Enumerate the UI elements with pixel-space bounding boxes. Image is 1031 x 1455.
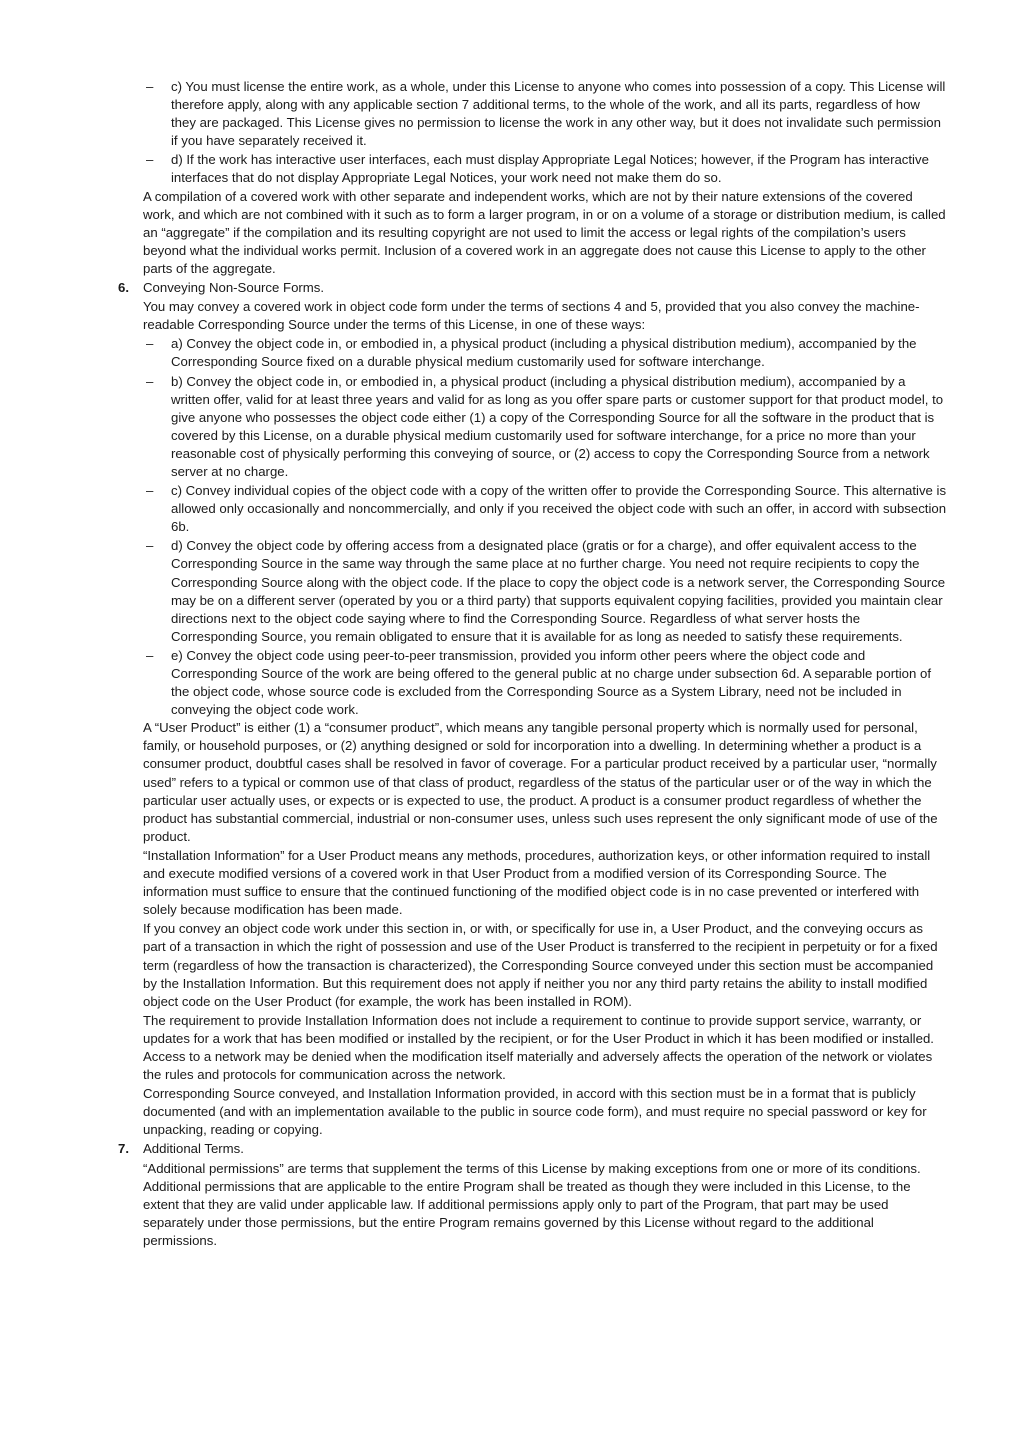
paragraph-conveying-user-product: If you convey an object code work under this section in, or with, or specifically for use in, a User Product, and the conveying occurs as part of a transaction in which the right of possession and use of the User Product is transferred to the recipient in perpetuity or for a fixed term (regardless of how the transaction is characterized), the Corresponding Source conveyed under this section must be accompanied by the Installation Information. But this requirement does not apply if neither you nor any third party retains the ability to install modified object code on the User Product (for example, the work has been installed in ROM). (143, 921, 938, 1009)
list-item-c-individual-copies (0, 482, 1031, 536)
section-number: 6. (118, 280, 129, 296)
list-item-b-written-offer (0, 373, 1031, 482)
list-item-text: e) Convey the object code using peer-to-peer transmission, provided you inform other peers where the object code and Corresponding Source of the work are being offered to the general public at no charge under subsection 6d. A separable portion of the object code, whose source code is excluded from the Corresponding Source as a System Library, need not be included in conveying the object code work. (171, 647, 932, 718)
list-item-text: b) Convey the object code in, or embodied in, a physical product (including a physical distribution medium), accompanied by a written offer, valid for at least three years and valid for as long as you offer spare parts or customer support for that product model, to give anyone who possesses the object code either (1) a copy of the Corresponding Source for all the software in the product that is covered by this License, on a durable physical medium customarily used for software interchange, for a price no more than your reasonable cost of physically performing this conveying of source, or (2) access to copy the Corresponding Source from a network server at no charge. (171, 373, 944, 479)
paragraph-additional-permissions: “Additional permissions” are terms that supplement the terms of this License by making exceptions from one or more of its conditions. Additional permissions that are applicable to the entire Program shall be treated as though they were included in this License, to the extent that they are valid under applicable law. If additional permissions apply only to part of the Program, that part may be used separately under those permissions, but the entire Program remains governed by this License without regard to the additional permissions. (143, 1160, 921, 1248)
paragraph-convey-object-code: You may convey a covered work in object code form under the terms of sections 4 and 5, provided that you also convey the machine-readable Corresponding Source under the terms of this License, in one of these ways: (143, 299, 920, 333)
paragraph-installation-information: “Installation Information” for a User Product means any methods, procedures, authorization keys, or other information required to install and execute modified versions of a covered work in that User Product from a modified version of its Corresponding Source. The information must suffice to ensure that the continued functioning of the modified object code is in no case prevented or interfered with solely because modification has been made. (143, 847, 931, 918)
section-title: Conveying Non-Source Forms. (143, 280, 325, 296)
dash-bullet: – (146, 538, 154, 554)
list-item-d-interactive-interfaces (0, 151, 1031, 187)
list-item-text: d) If the work has interactive user interfaces, each must display Appropriate Legal Notices; however, if the Program has interactive interfaces that do not display Appropriate Legal Notices, your work need not make them do so. (171, 152, 929, 186)
paragraph-user-product: A “User Product” is either (1) a “consumer product”, which means any tangible personal property which is normally used for personal, family, or household purposes, or (2) anything designed or sold for incorporation into a dwelling. In determining whether a product is a consumer product, doubtful cases shall be resolved in favor of coverage. For a particular product received by a particular user, “normally used” refers to a typical or common use of that class of product, regardless of the status of the particular user or of the way in which the particular user actually uses, or expects or is expected to use, the product. A product is a consumer product regardless of whether the product has substantial commercial, industrial or non-consumer uses, unless such uses represent the only significant mode of use of the product. (143, 720, 938, 844)
list-item-c-license-whole-work (0, 78, 1031, 150)
section-title: Additional Terms. (143, 1141, 244, 1157)
license-page (0, 78, 1031, 1250)
section-number: 7. (118, 1141, 129, 1157)
paragraph-publicly-documented: Corresponding Source conveyed, and Installation Information provided, in accord with this section must be in a format that is publicly documented (and with an implementation available to the public in source code form), and must require no special password or key for unpacking, reading or copying. (143, 1086, 927, 1138)
list-item-text: c) You must license the entire work, as a whole, under this License to anyone who comes into possession of a copy. This License will therefore apply, along with any applicable section 7 additional terms, to the whole of the work, and all its parts, regardless of how they are packaged. This License gives no permission to license the work in any other way, but it does not invalidate such permission if you have separately received it. (171, 79, 946, 149)
dash-bullet: – (146, 647, 154, 663)
section-heading-6 (0, 279, 1031, 297)
list-item-d-designated-place (0, 537, 1031, 646)
dash-bullet: – (146, 152, 154, 168)
list-item-text: c) Convey individual copies of the object code with a copy of the written offer to provide the Corresponding Source. This alternative is allowed only occasionally and noncommercially, and only if you received the object code with such an offer, in accord with subsection 6b. (171, 483, 947, 535)
dash-bullet: – (146, 79, 154, 94)
section-heading-7 (0, 1140, 1031, 1158)
paragraph-aggregate: A compilation of a covered work with other separate and independent works, which are not by their nature extensions of the covered work, and which are not combined with it such as to form a larger program, in or on a volume of a storage or distribution medium, is called an “aggregate” if the compilation and its resulting copyright are not used to limit the access or legal rights of the compilation’s users beyond what the individual works permit. Inclusion of a covered work in an aggregate does not cause this License to apply to the other parts of the aggregate. (143, 188, 946, 276)
paragraph-support-service: The requirement to provide Installation Information does not include a requirement to continue to provide support service, warranty, or updates for a work that has been modified or installed by the recipient, or for the User Product in which it has been modified or installed. Access to a network may be denied when the modification itself materially and adversely affects the operation of the network or violates the rules and protocols for communication across the network. (143, 1012, 934, 1083)
dash-bullet: – (146, 336, 154, 352)
list-item-e-peer-to-peer (0, 647, 1031, 719)
dash-bullet: – (146, 483, 154, 499)
list-item-a-physical-product (0, 335, 1031, 371)
list-item-text: a) Convey the object code in, or embodied in, a physical product (including a physical distribution medium), accompanied by the Corresponding Source fixed on a durable physical medium customarily used for software interchange. (171, 336, 917, 370)
list-item-text: d) Convey the object code by offering access from a designated place (gratis or for a charge), and offer equivalent access to the Corresponding Source in the same way through the same place at no further charge. You need not require recipients to copy the Corresponding Source along with the object code. If the place to copy the object code is a network server, the Corresponding Source may be on a different server (operated by you or a third party) that supports equivalent copying facilities, provided you maintain clear directions next to the object code saying where to find the Corresponding Source. Regardless of what server hosts the Corresponding Source, you remain obligated to ensure that it is available for as long as needed to satisfy these requirements. (171, 538, 946, 644)
dash-bullet: – (146, 373, 154, 389)
